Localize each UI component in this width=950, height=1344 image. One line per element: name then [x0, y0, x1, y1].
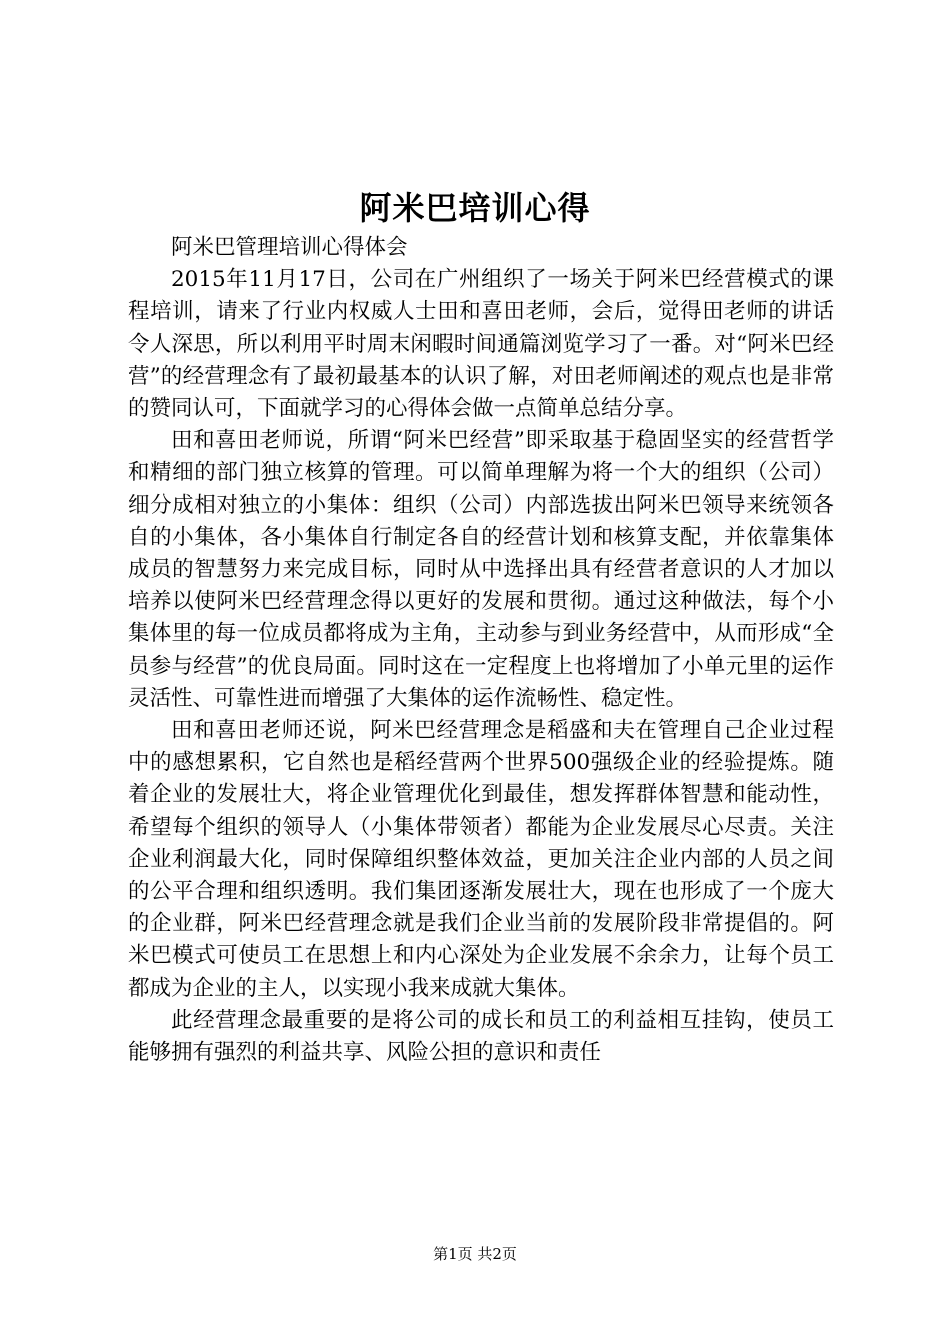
page-footer: 第1页 共2页: [433, 1245, 517, 1263]
paragraph-2: 田和喜田老师说，所谓“阿米巴经营”即采取基于稳固坚实的经营哲学和精细的部门独立核算的管理。可以简单理解为将一个大的组织（公司）细分成相对独立的小集体：组织（公司）内部选拔出阿米巴领导来统领各自的小集体，各小集体自行制定各自的经营计划和核算支配，并依靠集体成员的智慧努力来完成目标，同时从中选择出具有经营者意识的人才加以培养以使阿米巴经营理念得以更好的发展和贯彻。通过这种做法，每个小集体里的每一位成员都将成为主角，主动参与到业务经营中，从而形成“全员参与经营”的优良局面。同时这在一定程度上也将增加了小单元里的运作灵活性、可靠性进而增强了大集体的运作流畅性、稳定性。: [128, 428, 834, 711]
paragraph-3: 田和喜田老师还说，阿米巴经营理念是稻盛和夫在管理自己企业过程中的感想累积，它自然也是稻经营两个世界500强级企业的经验提炼。随着企业的发展壮大，将企业管理优化到最佳，想发挥群体智慧和能动性，希望每个组织的领导人（小集体带领者）都能为企业发展尽心尽责。关注企业利润最大化，同时保障组织整体效益，更加关注企业内部的人员之间的公平合理和组织透明。我们集团逐渐发展壮大，现在也形成了一个庞大的企业群，阿米巴经营理念就是我们企业当前的发展阶段非常提倡的。阿米巴模式可使员工在思想上和内心深处为企业发展不余余力，让每个员工都成为企业的主人，以实现小我来成就大集体。: [128, 718, 834, 1001]
document-body: [128, 232, 834, 1069]
paragraph-1: 2015年11月17日，公司在广州组织了一场关于阿米巴经营模式的课程培训，请来了行业内权威人士田和喜田老师，会后，觉得田老师的讲话令人深思，所以利用平时周末闲暇时间通篇浏览学习了一番。对“阿米巴经营”的经营理念有了最初最基本的认识了解，对田老师阐述的观点也是非常的赞同认可，下面就学习的心得体会做一点简单总结分享。: [128, 267, 834, 422]
document-subtitle: 阿米巴管理培训心得体会: [171, 235, 408, 260]
document-title: 阿米巴培训心得: [359, 189, 591, 227]
paragraph-4: 此经营理念最重要的是将公司的成长和员工的利益相互挂钩，使员工能够拥有强烈的利益共享、风险公担的意识和责任: [128, 1007, 834, 1066]
